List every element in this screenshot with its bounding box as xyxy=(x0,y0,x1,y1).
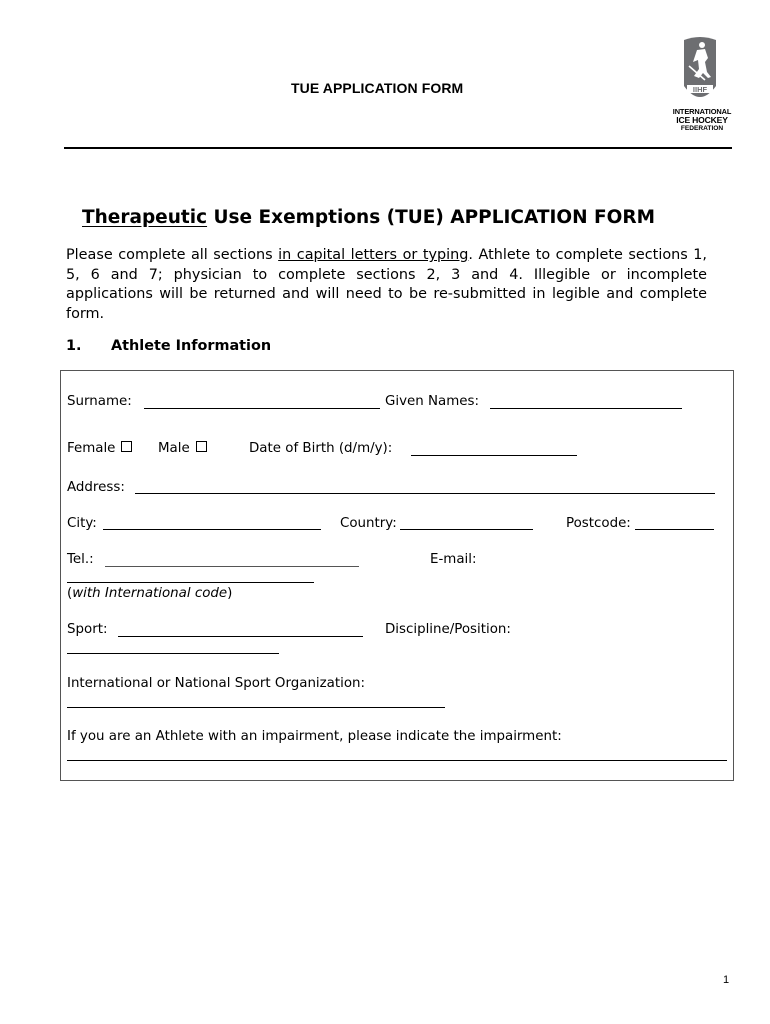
discipline-label: Discipline/Position: xyxy=(385,622,511,637)
postcode-field[interactable] xyxy=(635,529,714,530)
country-field[interactable] xyxy=(400,529,533,530)
female-label: Female xyxy=(67,441,116,456)
title-rest: Use Exemptions (TUE) APPLICATION FORM xyxy=(207,207,656,228)
dob-label: Date of Birth (d/m/y): xyxy=(249,441,393,456)
given-names-field[interactable] xyxy=(490,408,682,409)
intro-text-1: Please complete all sections xyxy=(66,247,279,263)
logo-line-2: ICE HOCKEY xyxy=(676,115,728,126)
iihf-logo xyxy=(666,36,738,136)
section-number: 1. xyxy=(66,338,82,354)
address-field[interactable] xyxy=(135,493,715,494)
female-option[interactable] xyxy=(67,441,132,457)
male-checkbox[interactable] xyxy=(196,441,207,452)
email-label: E-mail: xyxy=(430,552,477,567)
page-title xyxy=(82,207,655,228)
intro-text-2: . Athlete to complete sections 1, 5, 6 and 7; physician to complete sections 2, 3 and 4. Illegible or incomplete applications will be returned and will need to be re-submitted in legible and complete form. xyxy=(66,247,707,322)
page-number: 1 xyxy=(723,974,730,986)
city-label: City: xyxy=(67,516,97,531)
athlete-information-box xyxy=(60,370,734,781)
male-option[interactable] xyxy=(158,441,207,457)
tel-label: Tel.: xyxy=(67,552,94,567)
instructions-paragraph xyxy=(66,246,707,324)
tel-field[interactable] xyxy=(105,566,359,567)
country-label: Country: xyxy=(340,516,397,531)
intl-code-close: ) xyxy=(227,586,233,601)
male-label: Male xyxy=(158,441,190,456)
title-underlined: Therapeutic xyxy=(82,207,208,228)
surname-label: Surname: xyxy=(67,394,132,409)
postcode-label: Postcode: xyxy=(566,516,631,531)
intro-underlined: in capital letters or typing xyxy=(278,247,469,263)
address-label: Address: xyxy=(67,480,125,495)
header-title: TUE APPLICATION FORM xyxy=(291,80,464,96)
logo-line-1: INTERNATIONAL xyxy=(672,107,732,116)
given-names-label: Given Names: xyxy=(385,394,479,409)
impairment-label: If you are an Athlete with an impairment, please indicate the impairment: xyxy=(67,729,562,744)
organization-field[interactable] xyxy=(67,707,445,708)
city-field[interactable] xyxy=(103,529,321,530)
sport-field[interactable] xyxy=(118,636,363,637)
logo-line-3: FEDERATION xyxy=(680,124,724,132)
organization-label: International or National Sport Organization: xyxy=(67,676,366,691)
intl-code-open: ( xyxy=(67,586,73,601)
logo-org-name xyxy=(666,108,738,133)
email-field[interactable] xyxy=(67,582,314,583)
logo-abbr: IIHF xyxy=(692,85,708,94)
section-1-heading xyxy=(66,338,271,354)
intl-code-note xyxy=(67,586,232,602)
iihf-emblem-icon xyxy=(681,36,719,104)
discipline-field[interactable] xyxy=(67,653,279,654)
sport-label: Sport: xyxy=(67,622,108,637)
dob-field[interactable] xyxy=(411,455,577,456)
header-divider xyxy=(64,147,732,149)
impairment-field[interactable] xyxy=(67,760,727,761)
section-title: Athlete Information xyxy=(111,338,272,354)
intl-code-text: with International code xyxy=(72,586,228,601)
surname-field[interactable] xyxy=(144,408,380,409)
female-checkbox[interactable] xyxy=(121,441,132,452)
